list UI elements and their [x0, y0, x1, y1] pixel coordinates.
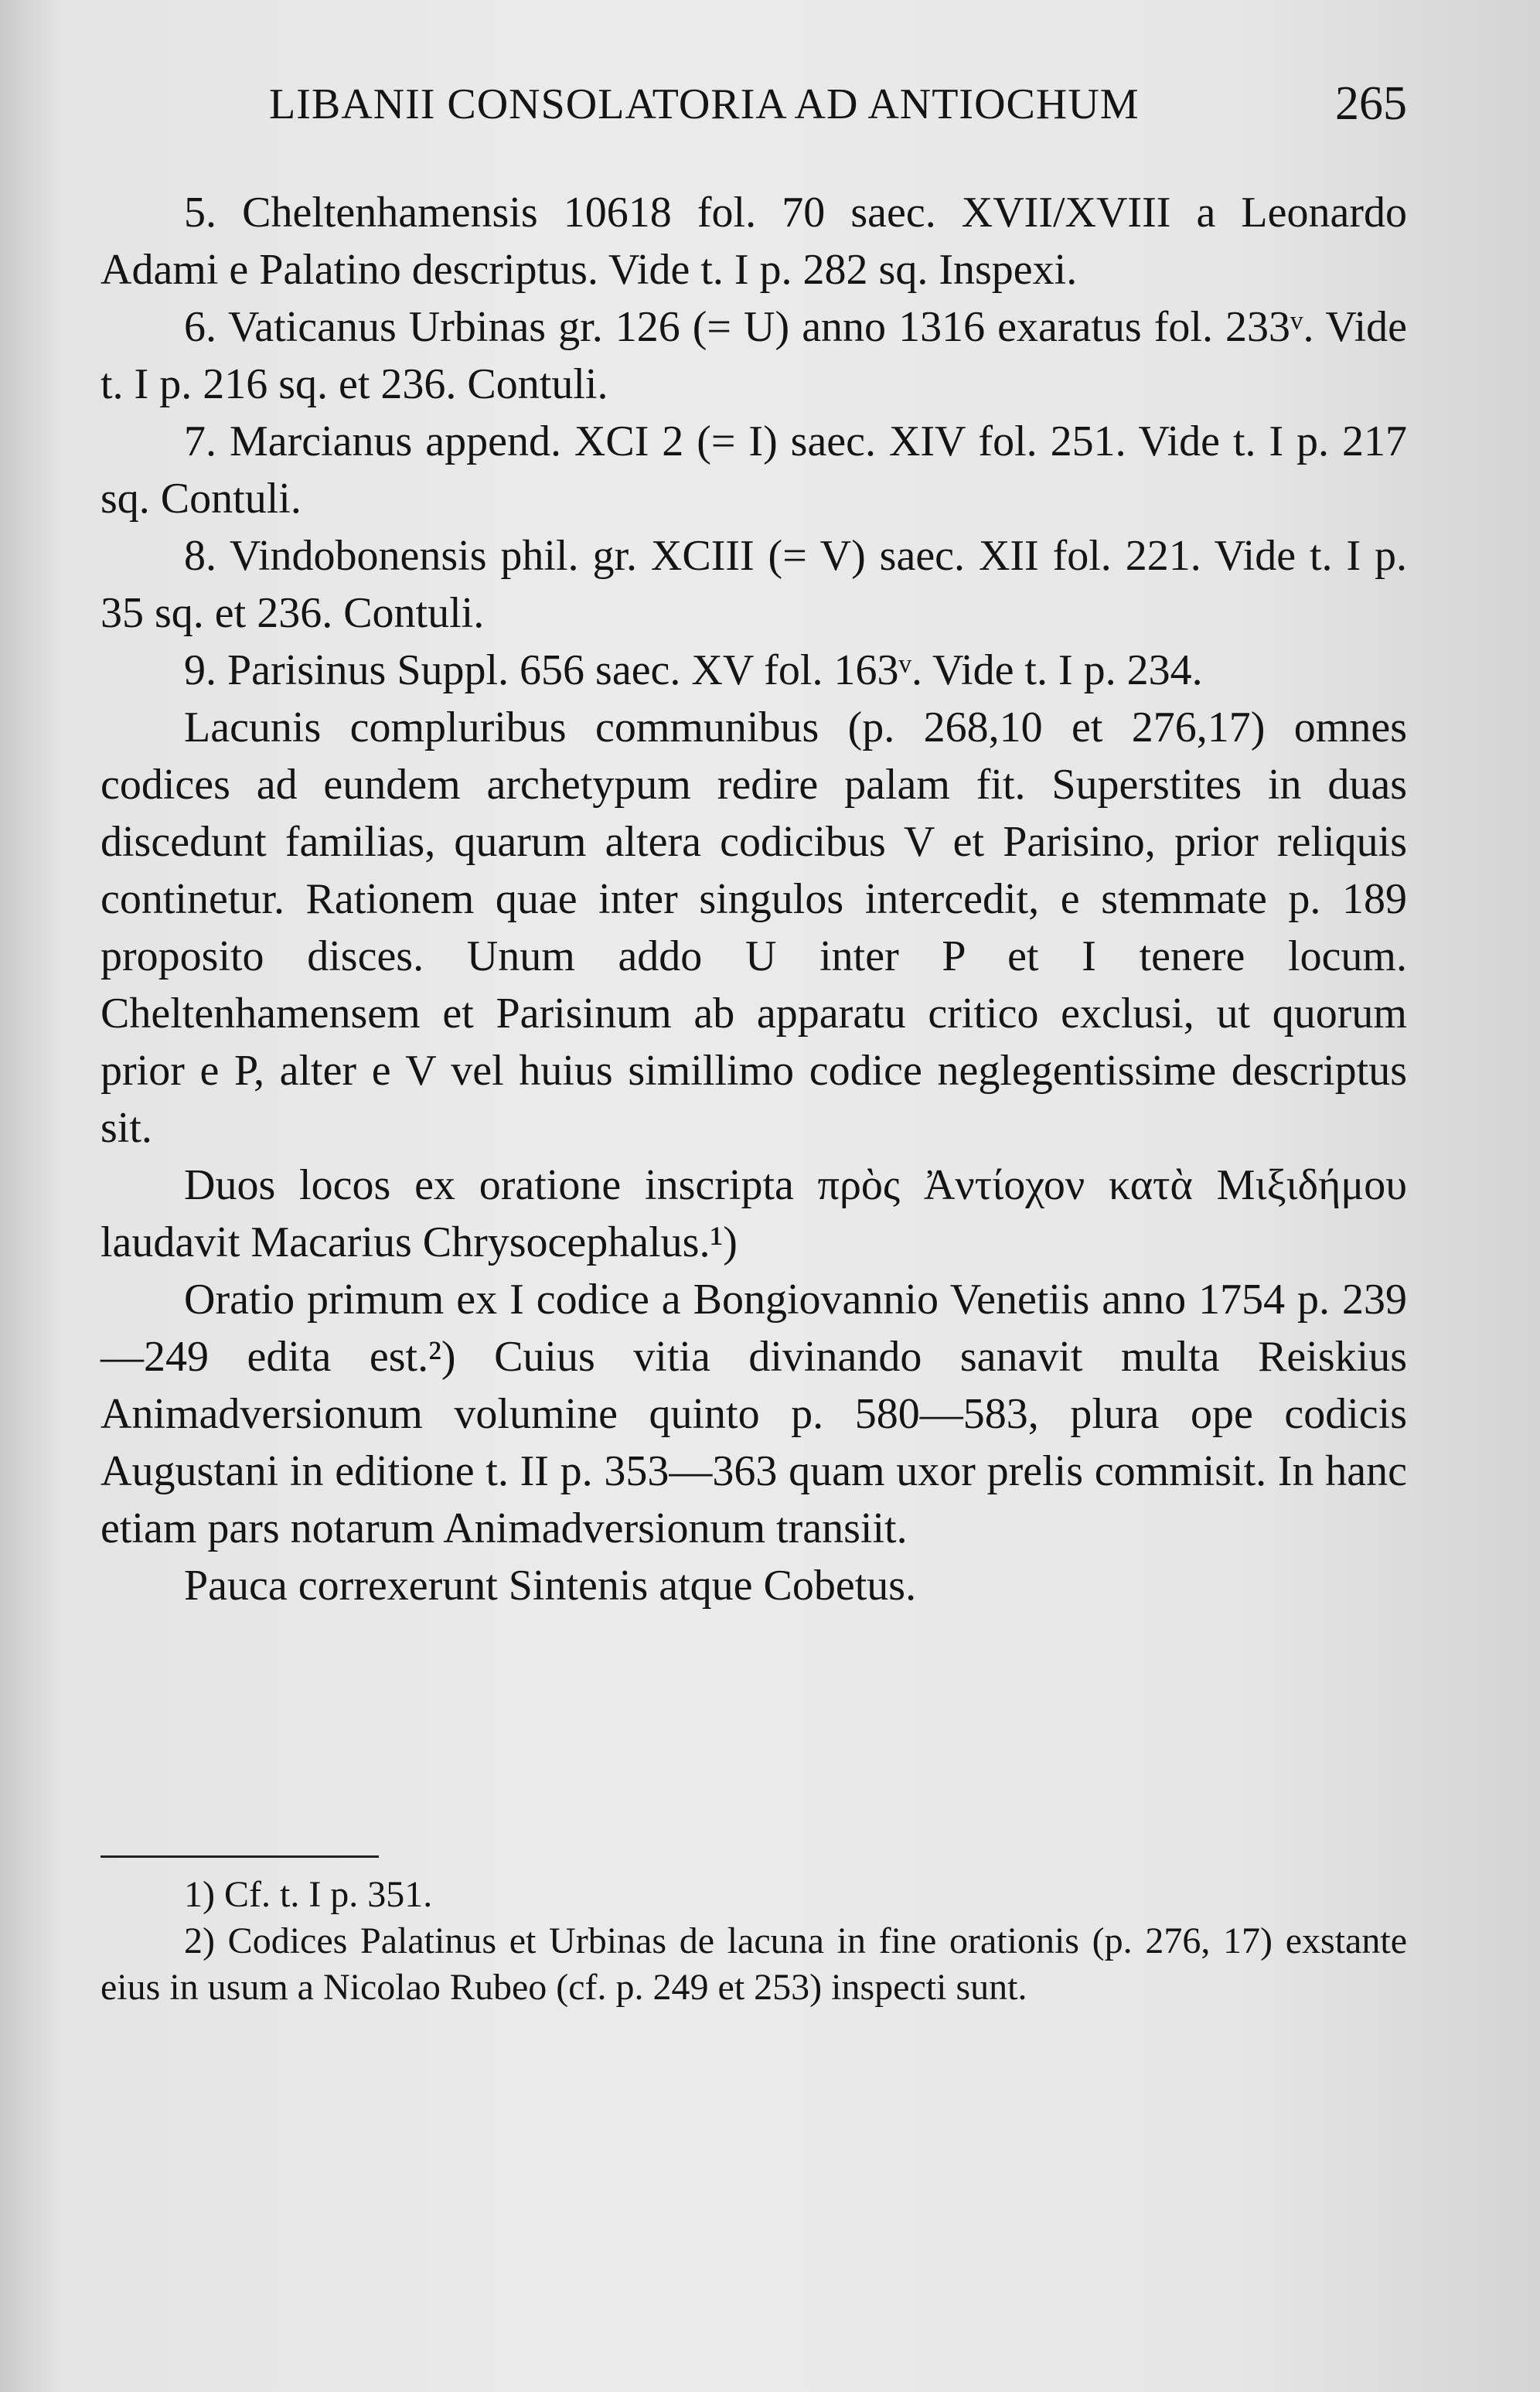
manuscript-entry: 5. Cheltenhamensis 10618 fol. 70 saec. XVII/XVIII a Leonardo Adami e Palatino descriptus. Vide t. I p. 282 sq. Inspexi.	[101, 189, 1407, 294]
paragraph-tradition: Lacunis compluribus communibus (p. 268,10 et 276,17) omnes codices ad eundem archetypum redire palam fit. Superstites in duas discedunt familias, quarum altera codicibus V et Parisino, prior reliquis continetur. Rationem quae inter singulos intercedit, e stemmate p. 189 proposito disces. Unum addo U inter P et I tenere locum. Cheltenhamensem et Parisinum ab apparatu critico exclusi, ut quorum prior e P, alter e V vel huius simillimo codice neglegentissime descriptus sit.	[101, 704, 1407, 1152]
paragraph-corrections: Pauca correxerunt Sintenis atque Cobetus.	[184, 1562, 917, 1610]
paragraph-editions: Oratio primum ex I codice a Bongiovannio Venetiis anno 1754 p. 239—249 edita est.²) Cuius vitia divinando sanavit multa Reiskius Animadversionum volumine quinto p. 580—583, plura ope codicis Augustani in editione t. II p. 353—363 quam uxor prelis commisit. In hanc etiam pars notarum Animadversionum transiit.	[101, 1276, 1407, 1552]
main-text	[101, 184, 1407, 1614]
footnotes	[101, 1855, 1407, 2011]
paragraph-citation: Duos locos ex oratione inscripta πρὸς Ἀντίοχον κατὰ Μιξιδήμου laudavit Macarius Chrysocephalus.¹)	[101, 1161, 1407, 1266]
footnote: 1) Cf. t. I p. 351.	[184, 1874, 433, 1915]
page-number: 265	[1335, 77, 1407, 130]
manuscript-entry: 6. Vaticanus Urbinas gr. 126 (= U) anno 1316 exaratus fol. 233ᵛ. Vide t. I p. 216 sq. et 236. Contuli.	[101, 303, 1407, 408]
manuscript-entry: 7. Marcianus append. XCI 2 (= I) saec. XIV fol. 251. Vide t. I p. 217 sq. Contuli.	[101, 417, 1407, 523]
page-header	[0, 73, 1540, 143]
manuscript-entry: 9. Parisinus Suppl. 656 saec. XV fol. 163ᵛ. Vide t. I p. 234.	[184, 646, 1203, 694]
manuscript-entry: 8. Vindobonensis phil. gr. XCIII (= V) saec. XII fol. 221. Vide t. I p. 35 sq. et 236. Contuli.	[101, 532, 1407, 637]
footnote-rule	[101, 1855, 379, 1858]
running-title: LIBANII CONSOLATORIA AD ANTIOCHUM	[269, 80, 1140, 128]
footnote: 2) Codices Palatinus et Urbinas de lacuna in fine orationis (p. 276, 17) exstante eius in usum a Nicolao Rubeo (cf. p. 249 et 253) inspecti sunt.	[101, 1920, 1407, 2008]
